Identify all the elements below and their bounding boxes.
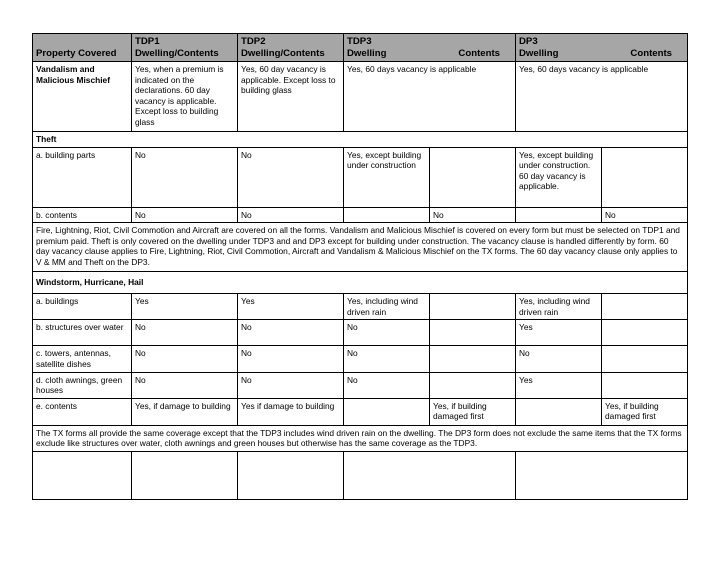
wind-structures-dp3-contents	[602, 320, 688, 346]
vandalism-tdp1: Yes, when a premium is indicated on the declarations. 60 day vacancy is applicable. Except loss to building glass	[132, 62, 238, 132]
table-row	[33, 294, 688, 320]
header-tdp1-form: TDP1	[135, 36, 160, 47]
header-tdp3-form: TDP3	[347, 36, 372, 47]
wind-towers-dp3-dwelling: No	[516, 346, 602, 372]
wind-awnings-label: d. cloth awnings, green houses	[33, 372, 132, 398]
note-row	[33, 425, 688, 451]
table-row	[33, 372, 688, 398]
theft-contents-tdp3-contents: No	[430, 207, 516, 223]
theft-contents-tdp1: No	[132, 207, 238, 223]
coverage-table	[32, 33, 688, 500]
theft-contents-tdp2: No	[238, 207, 344, 223]
header-row	[33, 34, 688, 62]
wind-structures-tdp3-contents	[430, 320, 516, 346]
theft-parts-label: a. building parts	[33, 147, 132, 207]
wind-contents-dp3-contents: Yes, if building damaged first	[602, 398, 688, 425]
theft-parts-dp3-dwelling: Yes, except building under construction. 60 day vacancy is applicable.	[516, 147, 602, 207]
theft-contents-tdp3-dwelling	[344, 207, 430, 223]
wind-awnings-tdp3-contents	[430, 372, 516, 398]
wind-contents-label: e. contents	[33, 398, 132, 425]
wind-awnings-tdp1: No	[132, 372, 238, 398]
theft-contents-label: b. contents	[33, 207, 132, 223]
wind-buildings-tdp3-contents	[430, 294, 516, 320]
wind-contents-tdp3-contents: Yes, if building damaged first	[430, 398, 516, 425]
empty-cell	[238, 451, 344, 499]
header-dp3-dwelling: Dwelling	[519, 47, 559, 59]
theft-parts-tdp3-dwelling: Yes, except building under construction	[344, 147, 430, 207]
header-dp3-contents: Contents	[630, 47, 672, 59]
coverage-note-fire-theft: Fire, Lightning, Riot, Civil Commotion and Aircraft are covered on all the forms. Vandalism and Malicious Mischief is covered on every form but must be selected on TDP1 and premium paid. Theft is only covered on the dwelling under TDP3 and and DP3 except for building under construction. The vacancy clause is handled differently by form. 60 day vacancy clause applies to Fire, Lightning, Riot, Civil Commotion, Aircraft and Vandalism & Malicious Mischief on the TX forms. The 60 day vacancy clause only applies to V & MM and Theft on the DP3.	[33, 223, 688, 272]
vandalism-dp3: Yes, 60 days vacancy is applicable	[516, 62, 688, 132]
wind-towers-tdp3-dwelling: No	[344, 346, 430, 372]
wind-structures-tdp1: No	[132, 320, 238, 346]
coverage-note-wind: The TX forms all provide the same coverage except that the TDP3 includes wind driven rain on the dwelling. The DP3 form does not exclude the same items that the TX forms exclude like structures over water, cloth awnings and green houses but otherwise has the same coverage as the TDP3.	[33, 425, 688, 451]
header-tdp1-type: Dwelling/Contents	[135, 47, 219, 59]
wind-buildings-tdp2: Yes	[238, 294, 344, 320]
vandalism-tdp2: Yes, 60 day vacancy is applicable. Except loss to building glass	[238, 62, 344, 132]
header-tdp1	[132, 34, 238, 62]
wind-structures-label: b. structures over water	[33, 320, 132, 346]
wind-contents-tdp2: Yes if damage to building	[238, 398, 344, 425]
wind-structures-dp3-dwelling: Yes	[516, 320, 602, 346]
vandalism-row	[33, 62, 688, 132]
wind-contents-tdp1: Yes, if damage to building	[132, 398, 238, 425]
empty-cell	[344, 451, 516, 499]
wind-buildings-dp3-contents	[602, 294, 688, 320]
wind-awnings-dp3-dwelling: Yes	[516, 372, 602, 398]
vandalism-label: Vandalism and Malicious Mischief	[33, 62, 132, 132]
wind-contents-tdp3-dwelling	[344, 398, 430, 425]
theft-parts-tdp3-contents	[430, 147, 516, 207]
wind-towers-tdp1: No	[132, 346, 238, 372]
wind-buildings-tdp3-dwelling: Yes, including wind driven rain	[344, 294, 430, 320]
header-dp3	[516, 34, 688, 62]
note-row	[33, 223, 688, 272]
header-tdp2	[238, 34, 344, 62]
wind-towers-label: c. towers, antennas, satellite dishes	[33, 346, 132, 372]
header-tdp3-dwelling: Dwelling	[347, 47, 387, 59]
header-tdp3-contents: Contents	[458, 47, 500, 59]
empty-cell	[516, 451, 688, 499]
theft-title: Theft	[33, 132, 688, 148]
wind-title-row	[33, 272, 688, 294]
wind-buildings-dp3-dwelling: Yes, including wind driven rain	[516, 294, 602, 320]
header-tdp2-type: Dwelling/Contents	[241, 47, 325, 59]
table-row	[33, 207, 688, 223]
theft-contents-dp3-dwelling	[516, 207, 602, 223]
wind-title: Windstorm, Hurricane, Hail	[33, 272, 688, 294]
table-row	[33, 320, 688, 346]
header-property-covered: Property Covered	[33, 34, 132, 62]
theft-contents-dp3-contents: No	[602, 207, 688, 223]
wind-awnings-tdp3-dwelling: No	[344, 372, 430, 398]
empty-cell	[33, 451, 132, 499]
theft-title-row	[33, 132, 688, 148]
theft-parts-tdp2: No	[238, 147, 344, 207]
empty-cell	[132, 451, 238, 499]
wind-towers-tdp3-contents	[430, 346, 516, 372]
theft-parts-dp3-contents	[602, 147, 688, 207]
wind-buildings-label: a. buildings	[33, 294, 132, 320]
wind-structures-tdp3-dwelling: No	[344, 320, 430, 346]
wind-contents-dp3-dwelling	[516, 398, 602, 425]
wind-buildings-tdp1: Yes	[132, 294, 238, 320]
header-tdp3	[344, 34, 516, 62]
wind-awnings-dp3-contents	[602, 372, 688, 398]
table-row	[33, 346, 688, 372]
wind-awnings-tdp2: No	[238, 372, 344, 398]
wind-structures-tdp2: No	[238, 320, 344, 346]
wind-towers-tdp2: No	[238, 346, 344, 372]
header-dp3-form: DP3	[519, 36, 538, 47]
header-tdp2-form: TDP2	[241, 36, 266, 47]
vandalism-tdp3: Yes, 60 days vacancy is applicable	[344, 62, 516, 132]
wind-towers-dp3-contents	[602, 346, 688, 372]
theft-parts-tdp1: No	[132, 147, 238, 207]
table-row	[33, 398, 688, 425]
empty-row	[33, 451, 688, 499]
table-row	[33, 147, 688, 207]
